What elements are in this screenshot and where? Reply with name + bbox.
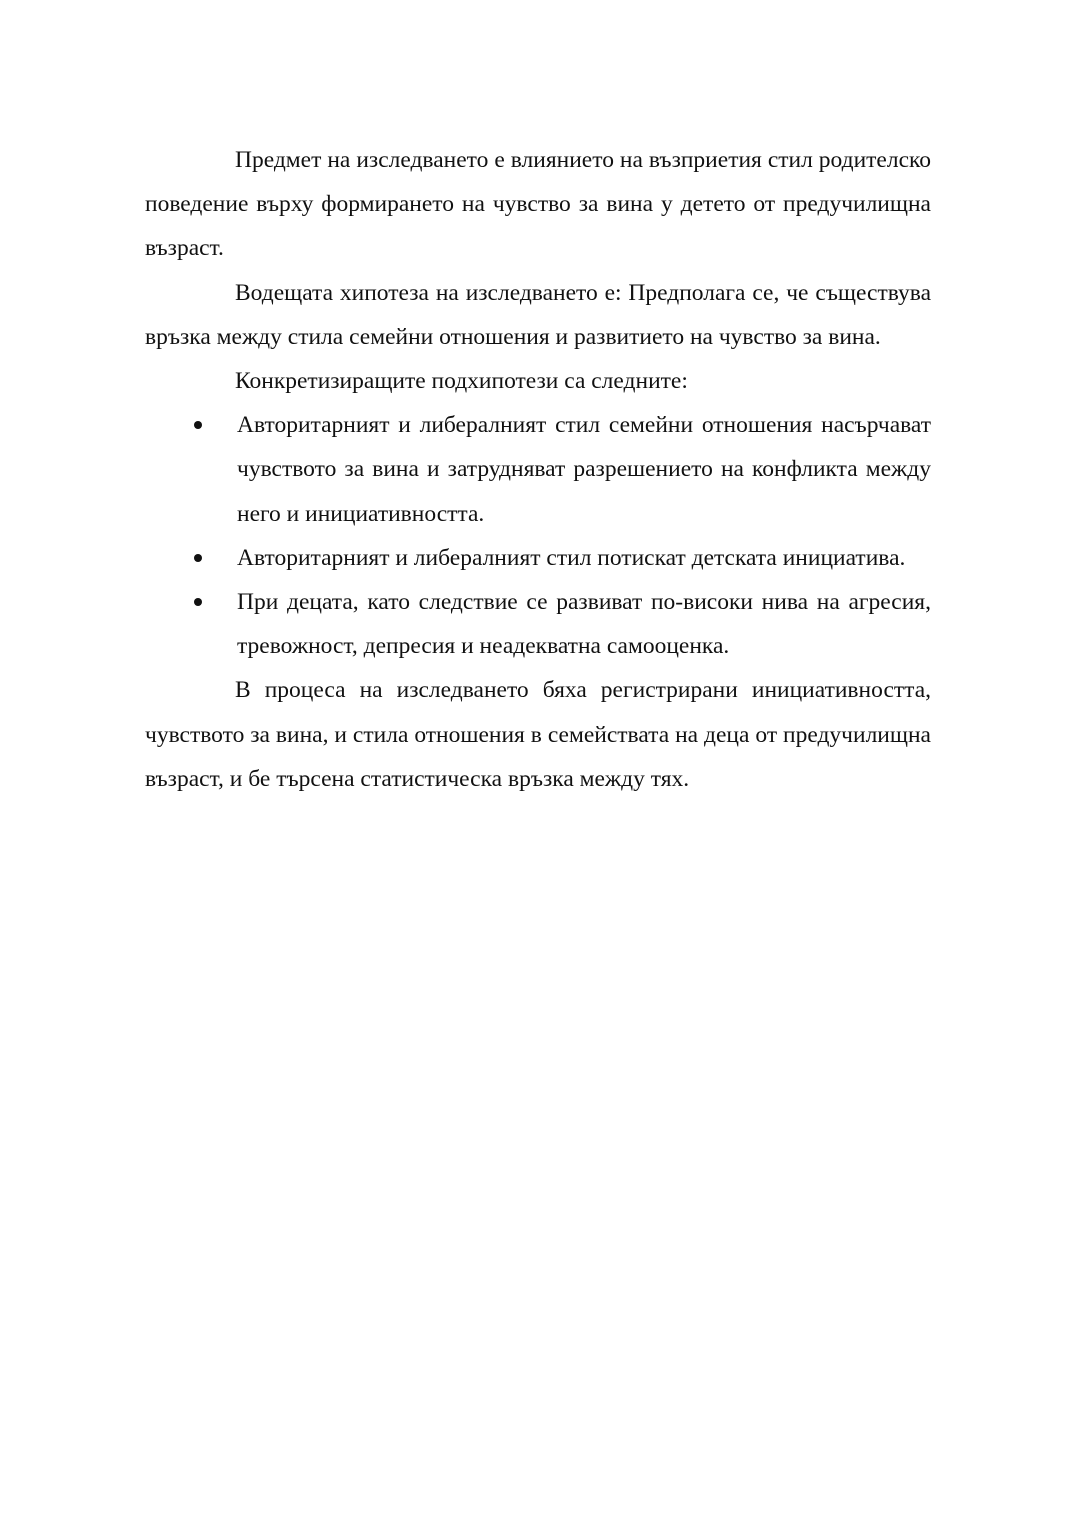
document-page	[145, 138, 931, 801]
bullet-icon	[191, 403, 211, 447]
list-item-text: При децата, като следствие се развиват по-високи нива на агресия, тревожност, депресия и неадекватна самооценка.	[237, 589, 931, 660]
list-item	[145, 580, 931, 668]
paragraph-hypothesis: Водещата хипотеза на изследването е: Предполага се, че съществува връзка между стила семейни отношения и развитието на чувство за вина.	[145, 279, 931, 350]
bullet-icon	[191, 580, 211, 624]
paragraph-procedure: В процеса на изследването бяха регистрирани инициативността, чувството за вина, и стила отношения в семействата на деца от предучилищна възраст, и бе търсена статистическа връзка между тях.	[145, 677, 931, 792]
list-item-text: Авторитарният и либералният стил семейни отношения насърчават чувството за вина и затрудняват разрешението на конфликта между него и инициативността.	[237, 412, 931, 527]
list-item-text: Авторитарният и либералният стил потискат детската инициатива.	[237, 544, 906, 571]
list-item	[145, 403, 931, 536]
list-item	[145, 536, 931, 580]
paragraph-subhypotheses-intro: Конкретизиращите подхипотези са следните:	[235, 368, 688, 395]
subhypotheses-list	[145, 403, 931, 668]
paragraph-subject: Предмет на изследването е влиянието на възприетия стил родителско поведение върху формирането на чувство за вина у детето от предучилищна възраст.	[145, 147, 931, 262]
bullet-icon	[191, 536, 211, 580]
